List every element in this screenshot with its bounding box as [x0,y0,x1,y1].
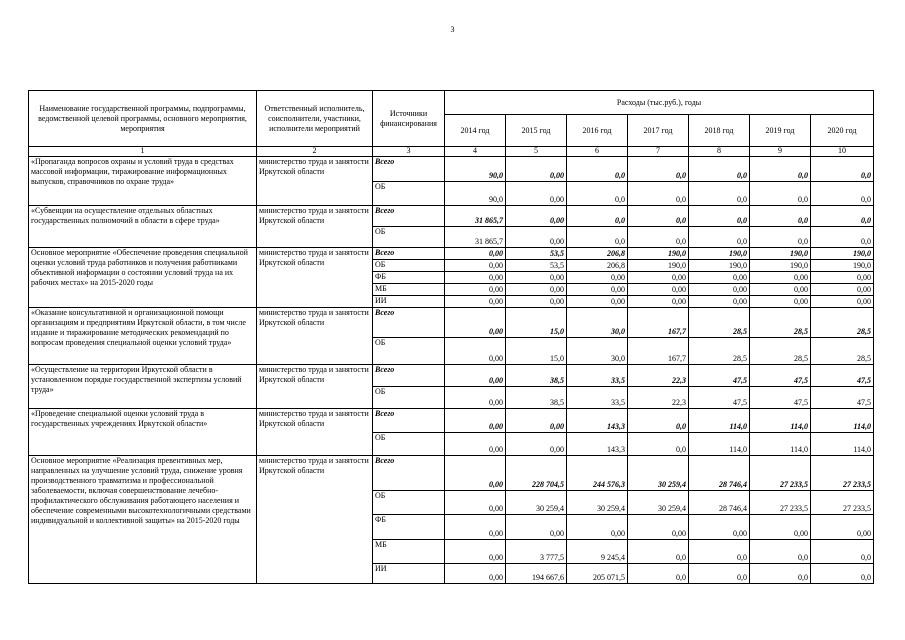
expense-value: 114,0 [689,433,750,456]
expense-value: 167,7 [628,308,689,338]
expense-value: 0,0 [628,206,689,227]
expense-value: 0,00 [628,296,689,308]
expense-value: 0,00 [811,515,874,540]
funding-source: ОБ [373,491,445,515]
expense-value: 0,0 [811,182,874,206]
expense-value: 22,3 [628,365,689,387]
header-year: 2017 год [628,115,689,147]
header-year: 2015 год [506,115,567,147]
executor: министерство труда и занятости Иркутской области [257,248,373,308]
expense-value: 0,00 [445,296,506,308]
expense-value: 0,00 [811,272,874,284]
expense-value: 190,0 [811,260,874,272]
expense-value: 0,00 [506,227,567,248]
expense-value: 0,00 [689,515,750,540]
expense-value: 53,5 [506,248,567,260]
expense-value: 0,0 [750,227,811,248]
expense-value: 0,0 [750,206,811,227]
expense-value: 0,0 [689,564,750,584]
expense-value: 0,00 [445,308,506,338]
expense-value: 190,0 [811,248,874,260]
executor: министерство труда и занятости Иркутской области [257,157,373,206]
expense-value: 0,00 [750,296,811,308]
header-year: 2014 год [445,115,506,147]
executor: министерство труда и занятости Иркутской области [257,365,373,409]
expense-value: 0,00 [689,272,750,284]
header-expenses: Расходы (тыс.руб.), годы [445,91,874,115]
expense-value: 27 233,5 [811,456,874,491]
executor: министерство труда и занятости Иркутской области [257,409,373,456]
expense-value: 0,00 [445,284,506,296]
expense-value: 0,00 [445,338,506,365]
expense-value: 15,0 [506,308,567,338]
expense-value: 0,0 [628,433,689,456]
header-executor: Ответственный исполнитель, соисполнители, участники, исполнители мероприятий [257,91,373,147]
table-row [29,206,874,227]
funding-source: Всего [373,365,445,387]
header-year: 2020 год [811,115,874,147]
expense-value: 38,5 [506,387,567,409]
expense-value: 244 576,3 [567,456,628,491]
header-year: 2019 год [750,115,811,147]
expense-value: 0,00 [567,272,628,284]
expense-value: 0,00 [445,540,506,564]
expense-value: 0,00 [567,296,628,308]
expense-value: 0,00 [506,284,567,296]
expense-value: 0,00 [750,515,811,540]
expense-value: 28 746,4 [689,456,750,491]
funding-source: Всего [373,157,445,182]
expense-value: 3 777,5 [506,540,567,564]
activity-name: «Пропаганда вопросов охраны и условий труда в средствах массовой информации, тиражирование информационных выпусков, справочников по охране труда» [29,157,257,206]
expense-value: 0,0 [567,182,628,206]
expense-value: 27 233,5 [750,456,811,491]
expense-value: 30 259,4 [628,491,689,515]
expense-value: 0,0 [750,157,811,182]
expense-value: 0,0 [628,540,689,564]
column-index: 9 [750,147,811,157]
expense-value: 0,0 [689,227,750,248]
expense-value: 0,00 [506,433,567,456]
expense-value: 0,0 [811,206,874,227]
page-number: 3 [450,25,455,34]
expense-value: 114,0 [811,433,874,456]
expense-value: 190,0 [750,248,811,260]
expense-value: 30 259,4 [506,491,567,515]
expense-value: 0,00 [628,284,689,296]
expense-value: 28,5 [689,308,750,338]
expense-value: 0,0 [689,540,750,564]
expense-value: 228 704,5 [506,456,567,491]
table-row [29,456,874,491]
funding-source: ОБ [373,433,445,456]
expense-value: 0,0 [567,206,628,227]
expense-value: 0,00 [445,491,506,515]
expense-value: 47,5 [750,387,811,409]
expense-value: 114,0 [750,433,811,456]
expense-value: 27 233,5 [811,491,874,515]
expense-value: 0,00 [506,296,567,308]
expense-value: 190,0 [689,248,750,260]
column-index: 5 [506,147,567,157]
expense-value: 143,3 [567,433,628,456]
activity-name: «Осуществление на территории Иркутской области в установленном порядке государственной экспертизы условий труда» [29,365,257,409]
expense-value: 0,00 [506,409,567,433]
expense-value: 114,0 [811,409,874,433]
executor: министерство труда и занятости Иркутской области [257,308,373,365]
header-source: Источники финансирования [373,91,445,147]
expense-value: 0,00 [445,564,506,584]
table-row [29,308,874,338]
expense-value: 47,5 [689,365,750,387]
expense-value: 0,00 [445,260,506,272]
table-row [29,157,874,182]
funding-source: ИИ [373,564,445,584]
expense-value: 9 245,4 [567,540,628,564]
funding-source: ОБ [373,260,445,272]
expense-value: 0,0 [628,409,689,433]
expense-value: 0,0 [628,227,689,248]
column-index: 8 [689,147,750,157]
funding-source: ФБ [373,515,445,540]
table-row [29,365,874,387]
expense-value: 33,5 [567,365,628,387]
executor: министерство труда и занятости Иркутской области [257,206,373,248]
executor: министерство труда и занятости Иркутской области [257,456,373,584]
expense-value: 190,0 [750,260,811,272]
expense-value: 27 233,5 [750,491,811,515]
expense-value: 0,00 [445,365,506,387]
activity-name: «Субвенции на осуществление отдельных областных государственных полномочий в области в сфере труда» [29,206,257,248]
expense-value: 0,00 [445,515,506,540]
expense-value: 0,00 [689,296,750,308]
expense-value: 47,5 [811,387,874,409]
expense-value: 28,5 [750,338,811,365]
expense-value: 28,5 [689,338,750,365]
expense-value: 0,00 [445,456,506,491]
funding-source: Всего [373,308,445,338]
column-index: 4 [445,147,506,157]
funding-source: Всего [373,456,445,491]
expense-value: 0,0 [628,157,689,182]
expense-value: 31 865,7 [445,227,506,248]
activity-name: «Проведение специальной оценки условий труда в государственных учреждениях Иркутской области» [29,409,257,456]
column-index: 6 [567,147,628,157]
expense-value: 0,00 [506,206,567,227]
expense-value: 90,0 [445,157,506,182]
funding-source: ОБ [373,227,445,248]
column-index: 7 [628,147,689,157]
expense-value: 30 259,4 [567,491,628,515]
activity-name: «Оказание консультативной и организационной помощи организациям и предприятиям Иркутской области, в том числе издание и тиражирование методических рекомендаций по вопросам проведения специальной оценки условий труда» [29,308,257,365]
expense-value: 31 865,7 [445,206,506,227]
expense-value: 206,8 [567,260,628,272]
expense-value: 0,00 [445,248,506,260]
expense-value: 0,00 [506,272,567,284]
expense-value: 114,0 [689,409,750,433]
activity-name: Основное мероприятие «Реализация превентивных мер, направленных на улучшение условий труда, снижение уровня производственного травматизма и профессиональной заболеваемости, включая совершенствование лечебно-профилактического обслуживания работающего населения и обеспечение современными высокотехнологичными средствами индивидуальной и коллективной защиты» на 2015-2020 годы [29,456,257,584]
expense-value: 47,5 [750,365,811,387]
expense-value: 30,0 [567,338,628,365]
funding-source: ФБ [373,272,445,284]
expense-value: 167,7 [628,338,689,365]
expense-value: 0,0 [628,182,689,206]
expense-value: 28 746,4 [689,491,750,515]
budget-table [28,90,874,584]
expense-value: 0,0 [811,157,874,182]
expense-value: 205 071,5 [567,564,628,584]
expense-value: 0,00 [628,272,689,284]
expense-value: 28,5 [811,308,874,338]
expense-value: 190,0 [628,248,689,260]
header-name: Наименование государственной программы, подпрограммы, ведомственной целевой программы, основного мероприятия, мероприятия [29,91,257,147]
column-index: 10 [811,147,874,157]
expense-value: 0,0 [628,564,689,584]
expense-value: 0,0 [567,157,628,182]
expense-value: 0,0 [689,182,750,206]
expense-value: 38,5 [506,365,567,387]
expense-value: 30 259,4 [628,456,689,491]
expense-value: 0,00 [445,433,506,456]
expense-value: 47,5 [689,387,750,409]
expense-value: 53,5 [506,260,567,272]
expense-value: 0,00 [811,284,874,296]
activity-name: Основное мероприятие «Обеспечение проведения специальной оценки условий труда работников и получения работниками объективной информации о состоянии условий труда на их рабочих местах» на 2015-2020 годы [29,248,257,308]
funding-source: МБ [373,540,445,564]
expense-value: 30,0 [567,308,628,338]
funding-source: Всего [373,248,445,260]
funding-source: ОБ [373,338,445,365]
expense-value: 0,0 [750,540,811,564]
funding-source: ОБ [373,182,445,206]
expense-value: 0,00 [750,284,811,296]
column-index: 3 [373,147,445,157]
expense-value: 0,0 [689,157,750,182]
expense-value: 190,0 [689,260,750,272]
expense-value: 28,5 [750,308,811,338]
expense-value: 0,00 [445,409,506,433]
header-year: 2016 год [567,115,628,147]
expense-value: 0,0 [811,564,874,584]
expense-value: 22,3 [628,387,689,409]
expense-value: 0,00 [628,515,689,540]
table-row [29,409,874,433]
expense-value: 33,5 [567,387,628,409]
column-index: 1 [29,147,257,157]
expense-value: 0,0 [750,182,811,206]
expense-value: 143,3 [567,409,628,433]
funding-source: МБ [373,284,445,296]
expense-value: 0,00 [506,157,567,182]
expense-value: 0,00 [445,387,506,409]
funding-source: Всего [373,409,445,433]
expense-value: 0,0 [689,206,750,227]
expense-value: 0,00 [811,296,874,308]
expense-value: 0,00 [750,272,811,284]
expense-value: 194 667,6 [506,564,567,584]
expense-value: 206,8 [567,248,628,260]
funding-source: Всего [373,206,445,227]
column-index: 2 [257,147,373,157]
expense-value: 47,5 [811,365,874,387]
expense-value: 0,00 [567,515,628,540]
expense-value: 0,00 [689,284,750,296]
expense-value: 90,0 [445,182,506,206]
expense-value: 114,0 [750,409,811,433]
expense-value: 0,0 [750,564,811,584]
expense-value: 15,0 [506,338,567,365]
expense-value: 0,0 [811,540,874,564]
expense-value: 0,00 [445,272,506,284]
expense-value: 0,00 [567,284,628,296]
funding-source: ОБ [373,387,445,409]
expense-value: 0,00 [506,182,567,206]
expense-value: 190,0 [628,260,689,272]
expense-value: 0,0 [811,227,874,248]
expense-value: 0,0 [567,227,628,248]
expense-value: 0,00 [506,515,567,540]
header-year: 2018 год [689,115,750,147]
table-row [29,248,874,260]
expense-value: 28,5 [811,338,874,365]
funding-source: ИИ [373,296,445,308]
